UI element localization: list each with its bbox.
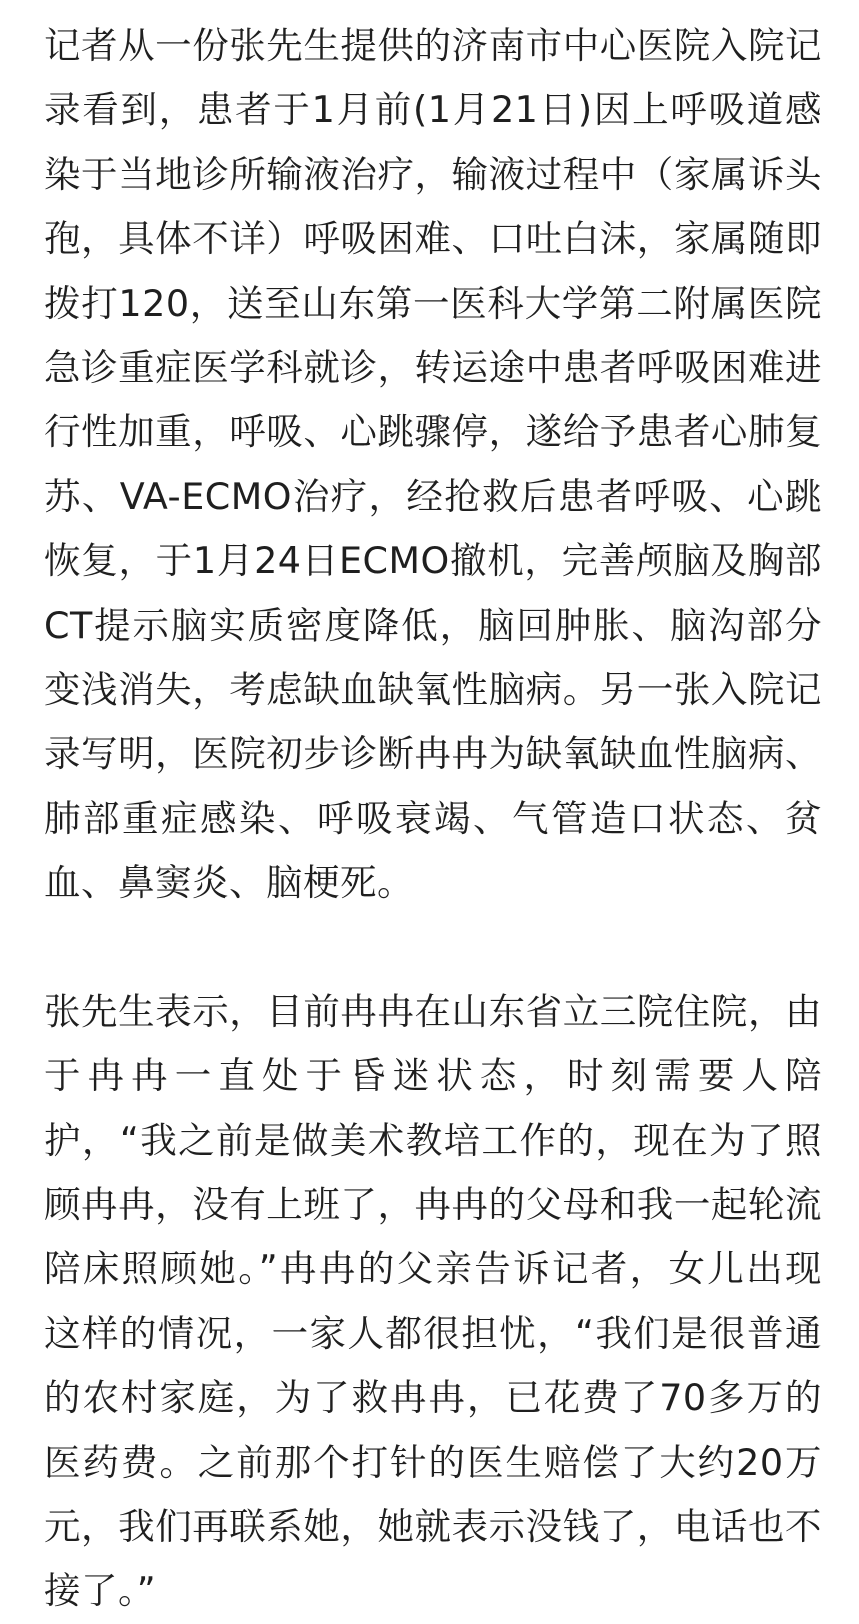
paragraph-spacer xyxy=(44,916,822,980)
paragraph-family-statement: 张先生表示，目前冉冉在山东省立三院住院，由于冉冉一直处于昏迷状态，时刻需要人陪护，“我之前是做美术教培工作的，现在为了照顾冉冉，没有上班了，冉冉的父母和我一起轮流陪床照顾她。”冉冉的父亲告诉记者，女儿出现这样的情况，一家人都很担忧，“我们是很普通的农村家庭，为了救冉冉，已花费了70多万的医药费。之前那个打针的医生赔偿了大约20万元，我们再联系她，她就表示没钱了，电话也不接了。” xyxy=(44,989,822,1613)
article-body xyxy=(44,14,822,1624)
paragraph-admission-record: 记者从一份张先生提供的济南市中心医院入院记录看到，患者于1月前(1月21日)因上呼吸道感染于当地诊所输液治疗，输液过程中（家属诉头孢，具体不详）呼吸困难、口吐白沫，家属随即拨打120，送至山东第一医科大学第二附属医院急诊重症医学科就诊，转运途中患者呼吸困难进行性加重，呼吸、心跳骤停，遂给予患者心肺复苏、VA-ECMO治疗，经抢救后患者呼吸、心跳恢复，于1月24日ECMO撤机，完善颅脑及胸部CT提示脑实质密度降低，脑回肿胀、脑沟部分变浅消失，考虑缺血缺氧性脑病。另一张入院记录写明，医院初步诊断冉冉为缺氧缺血性脑病、肺部重症感染、呼吸衰竭、气管造口状态、贫血、鼻窦炎、脑梗死。 xyxy=(44,24,822,905)
